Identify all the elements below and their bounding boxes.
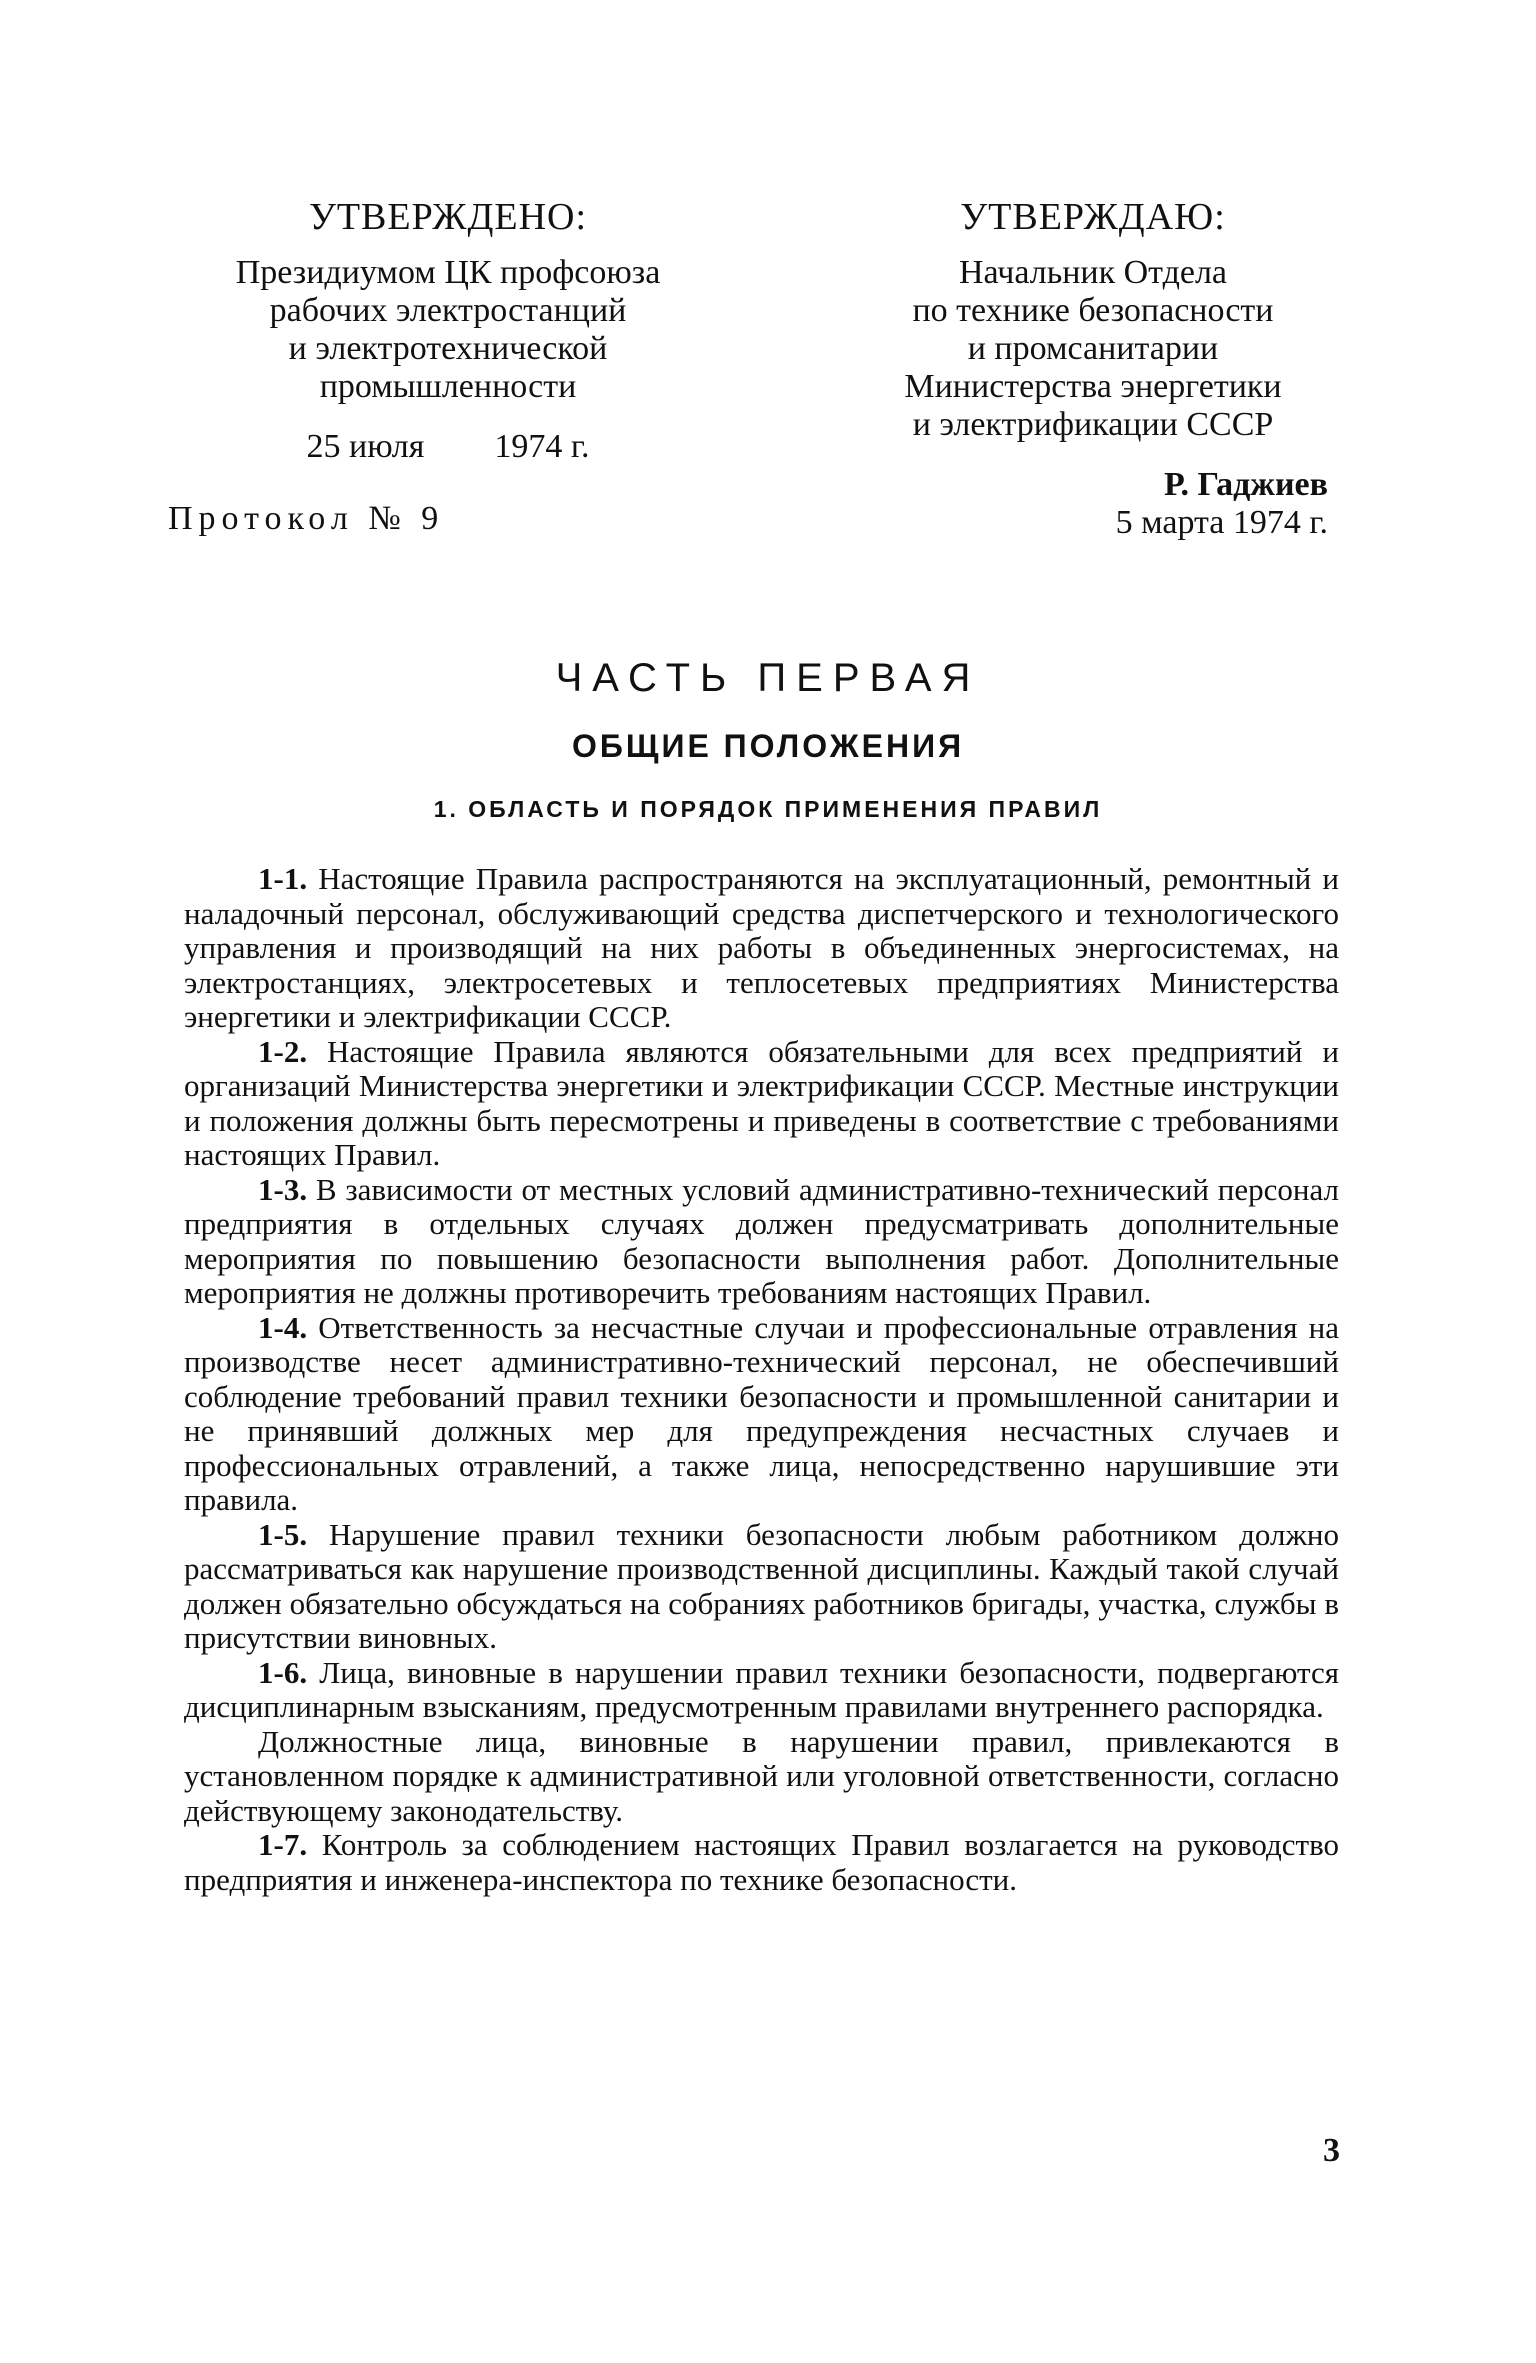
paragraph-number: 1-1. — [258, 861, 308, 896]
paragraph-number: 1-3. — [258, 1171, 308, 1207]
part-title: ЧАСТЬ ПЕРВАЯ — [555, 656, 981, 700]
approval-left-date — [168, 428, 728, 466]
approval-left-date-year: 1974 г. — [494, 428, 590, 465]
approval-left-line: Президиумом ЦК профсоюза — [235, 254, 661, 291]
section-title: ОБЩИЕ ПОЛОЖЕНИЯ — [571, 728, 965, 764]
approval-left-line: рабочих электростанций — [269, 292, 627, 329]
paragraph — [184, 1035, 1339, 1173]
paragraph-text: Лица, виновные в нарушении правил техники безопасности, подвергаются дисциплинарным взысканиям, предусмотренным правилами внутреннего распорядка. — [184, 1654, 1340, 1724]
approval-left-line: промышленности — [319, 368, 577, 405]
paragraph — [184, 862, 1339, 1035]
paragraph — [184, 1518, 1339, 1656]
body-text — [184, 862, 1339, 1897]
paragraph-text: Должностные лица, виновные в нарушении правил, привлекаются в установленном порядке к административной или уголовной ответственности, согласно действующему законодательству. — [184, 1723, 1339, 1828]
approval-block-left — [168, 198, 728, 538]
paragraph — [184, 1311, 1339, 1518]
paragraph-number: 1-4. — [258, 1309, 308, 1345]
paragraph — [184, 1725, 1339, 1829]
approval-right-line: Министерства энергетики — [904, 368, 1282, 405]
signer-name: Р. Гаджиев — [1163, 466, 1328, 503]
paragraph-text: Настоящие Правила распространяются на эксплуатационный, ремонтный и наладочный персонал, обслуживающий средства диспетчерского и технологического управления и производящий на них работы в объединенных энергосистемах, на электростанциях, электросетевых и теплосетевых предприятиях Министерства энергетики и электрификации СССР. — [184, 861, 1339, 1034]
approval-right-line: по технике безопасности — [912, 292, 1274, 329]
paragraph-text: В зависимости от местных условий административно-технический персонал предприятия в отдельных случаях должен предусматривать дополнительные мероприятия по повышению безопасности выполнения работ. Дополнительные мероприятия не должны противоречить требованиям настоящих Правил. — [184, 1171, 1340, 1310]
paragraph-number: 1-5. — [258, 1516, 308, 1552]
sign-date: 5 марта 1974 г. — [1115, 504, 1328, 541]
paragraph — [184, 1828, 1339, 1897]
paragraph — [184, 1173, 1339, 1311]
chapter-title: 1. ОБЛАСТЬ И ПОРЯДОК ПРИМЕНЕНИЯ ПРАВИЛ — [433, 796, 1103, 822]
approval-block-right — [858, 198, 1328, 542]
paragraph — [184, 1656, 1339, 1725]
paragraph-text: Нарушение правил техники безопасности любым работником должно рассматриваться как нарушение производственной дисциплины. Каждый такой случай должен обязательно обсуждаться на собраниях работников бригады, участка, службы в присутствии виновных. — [184, 1516, 1339, 1655]
approval-right-line: и промсанитарии — [967, 330, 1219, 367]
paragraph-number: 1-2. — [258, 1033, 308, 1069]
approval-right-heading: УТВЕРЖДАЮ: — [960, 196, 1226, 238]
approval-left-date-day: 25 июля — [306, 428, 425, 465]
paragraph-text: Ответственность за несчастные случаи и профессиональные отравления на производстве несет административно-технический персонал, не обеспечивший соблюдение требований правил техники безопасности и промышленной санитарии и не принявший должных мер для предупреждения несчастных случаев и профессиональных отравлений, а также лица, непосредственно нарушившие эти правила. — [184, 1309, 1340, 1517]
paragraph-text: Настоящие Правила являются обязательными для всех предприятий и организаций Министерства энергетики и электрификации СССР. Местные инструкции и положения должны быть пересмотрены и приведены в соответствие с требованиями настоящих Правил. — [184, 1033, 1340, 1172]
paragraph-number: 1-7. — [258, 1827, 308, 1862]
approval-right-line: и электрификации СССР — [912, 406, 1274, 443]
protocol-number: Протокол № 9 — [168, 500, 445, 537]
paragraph-text: Контроль за соблюдением настоящих Правил возлагается на руководство предприятия и инженера-инспектора по технике безопасности. — [184, 1827, 1340, 1897]
approval-left-heading: УТВЕРЖДЕНО: — [308, 196, 588, 238]
approval-right-line: Начальник Отдела — [958, 254, 1228, 291]
paragraph-number: 1-6. — [258, 1654, 308, 1690]
page-number: 3 — [1323, 2132, 1340, 2169]
approval-left-line: и электротехнической — [288, 330, 608, 367]
